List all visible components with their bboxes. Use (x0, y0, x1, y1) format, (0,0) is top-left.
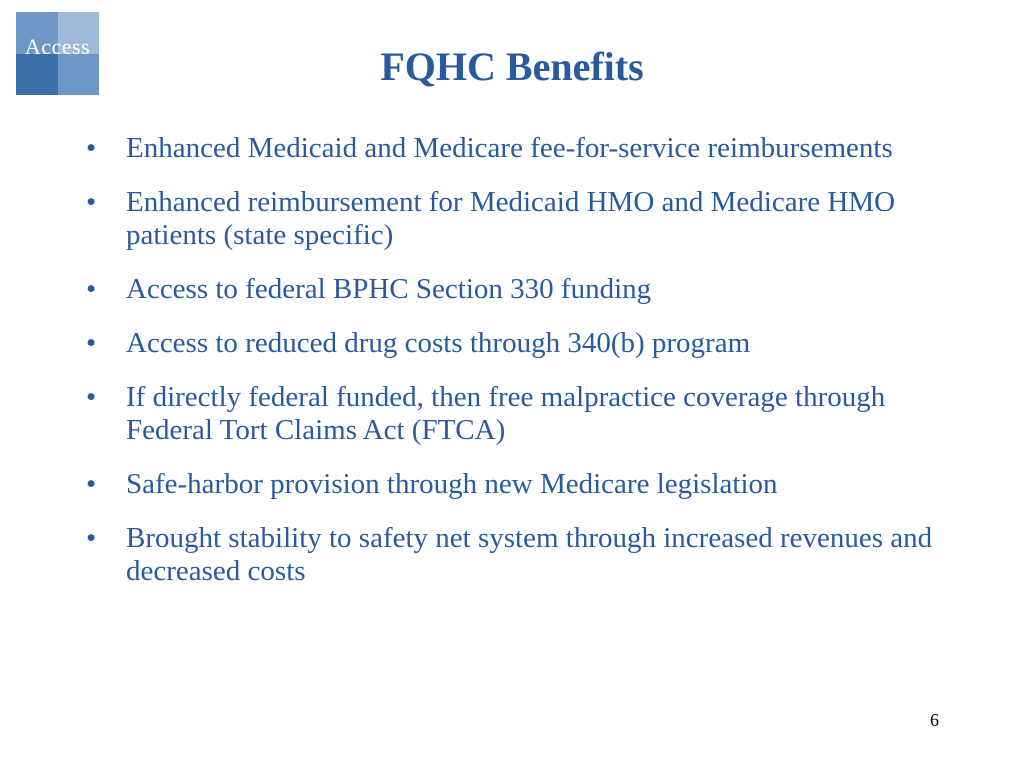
bullet-item (86, 468, 946, 501)
bullet-marker: • (86, 273, 97, 305)
bullet-marker: • (86, 381, 97, 413)
bullet-text: Access to reduced drug costs through 340(b) program (126, 327, 751, 359)
bullet-list (86, 132, 946, 609)
bullet-item (86, 186, 946, 252)
bullet-item (86, 132, 946, 165)
bullet-text: Access to federal BPHC Section 330 funding (126, 273, 652, 305)
bullet-item (86, 273, 946, 306)
logo-wordmark: Access (24, 34, 91, 59)
bullet-marker: • (86, 132, 97, 164)
bullet-marker: • (86, 327, 97, 359)
bullet-item (86, 327, 946, 360)
slide-title: FQHC Benefits (380, 44, 644, 89)
bullet-text: Enhanced reimbursement for Medicaid HMO and Medicare HMO patients (state specific) (126, 186, 896, 251)
bullet-item (86, 381, 946, 447)
bullet-text: If directly federal funded, then free malpractice coverage through Federal Tort Claims Act (FTCA) (126, 381, 886, 446)
bullet-text: Brought stability to safety net system through increased revenues and decreased costs (126, 522, 933, 587)
bullet-marker: • (86, 186, 97, 218)
bullet-marker: • (86, 522, 97, 554)
page-number: 6 (930, 710, 939, 730)
bullet-item (86, 522, 946, 588)
bullet-text: Enhanced Medicaid and Medicare fee-for-service reimbursements (126, 132, 893, 164)
bullet-text: Safe-harbor provision through new Medicare legislation (126, 468, 778, 500)
bullet-marker: • (86, 468, 97, 500)
